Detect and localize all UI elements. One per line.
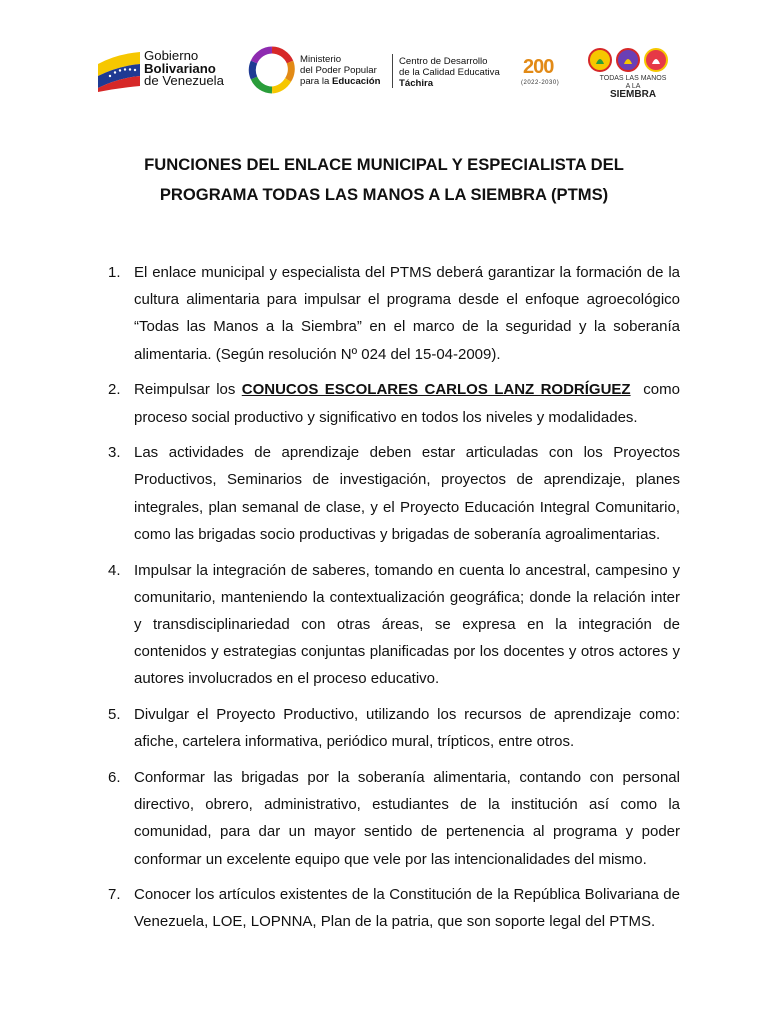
list-text-pre: Reimpulsar los xyxy=(134,381,242,399)
list-text xyxy=(134,376,685,430)
list-number: 2. xyxy=(108,381,121,399)
ministerio-ring-icon xyxy=(248,46,296,94)
centro-line2: de la Calidad Educativa xyxy=(399,67,500,78)
centro-desarrollo-logo xyxy=(399,56,500,89)
list-text: Impulsar la integración de saberes, tomando en cuenta lo ancestral, campesino y comunitario, manteniendo la contextualización geográfica; donde la relación inter y transdisciplinariedad con otras áreas, se expresa en la integración de contenidos y estrategias conjuntas planificadas por los docentes y otros actores y autores involucrados en el proceso educativo. xyxy=(134,561,680,688)
ptms-circles-icon xyxy=(584,44,674,74)
list-number: 5. xyxy=(108,706,121,724)
list-text: El enlace municipal y especialista del PTMS deberá garantizar la formación de la cultura alimentaria para impulsar el programa desde el enfoque agroecológico “Todas las Manos a la Siembra” en el marco de la seguridad y la soberanía alimentaria. (Según resolución Nº 024 del 15-04-2009). xyxy=(134,264,680,363)
list-text: Divulgar el Proyecto Productivo, utilizando los recursos de aprendizaje como: afiche, cartelera informativa, periódico mural, trípticos, entre otros. xyxy=(134,706,680,751)
gobierno-bolivariano-logo xyxy=(96,44,241,92)
list-text: Conocer los artículos existentes de la Constitución de la República Bolivariana de Venezuela, LOE, LOPNNA, Plan de la patria, que son soporte legal del PTMS. xyxy=(134,886,680,931)
list-item xyxy=(108,881,680,935)
list-text: Conformar las brigadas por la soberanía alimentaria, contando con personal directivo, obrero, administrativo, estudiantes de la institución así como la comunidad, para dar un mayor sentido de pertenencia al programa y poder conformar un excelente equipo que vele por las intencionalidades del mismo. xyxy=(134,768,680,868)
bicentenario-years: (2022-2030) xyxy=(521,80,560,86)
list-item xyxy=(108,701,680,755)
venezuela-flag-icon xyxy=(96,50,142,92)
list-item xyxy=(108,376,685,430)
list-item xyxy=(108,557,680,693)
bicentenario-number: 200 xyxy=(523,56,554,78)
ptms-logo-line2: A LA xyxy=(625,83,641,90)
list-item xyxy=(108,764,680,873)
bicentenario-logo xyxy=(521,56,573,92)
ministerio-line3-bold: Educación xyxy=(332,76,381,87)
ministerio-line1: Ministerio xyxy=(300,54,342,65)
list-item xyxy=(108,439,680,548)
ministerio-line2: del Poder Popular xyxy=(300,65,377,76)
ptms-logo-line1: TODAS LAS MANOS xyxy=(599,75,667,82)
header-divider xyxy=(392,54,393,88)
title-line2: PROGRAMA TODAS LAS MANOS A LA SIEMBRA (PTMS) xyxy=(159,185,609,204)
ptms-logo-line3: SIEMBRA xyxy=(609,89,657,100)
conucos-emphasis: CONUCOS ESCOLARES CARLOS LANZ RODRÍGUEZ xyxy=(241,381,631,399)
title-line1: FUNCIONES DEL ENLACE MUNICIPAL Y ESPECIALISTA DEL xyxy=(144,155,624,174)
ptms-logo xyxy=(584,44,674,100)
centro-line3: Táchira xyxy=(399,78,434,89)
ministerio-educacion-logo xyxy=(248,46,396,96)
list-number: 3. xyxy=(108,444,121,462)
document-header xyxy=(0,0,768,110)
list-text-post: como proceso social productivo y significativo en todos los niveles y modalidades. xyxy=(134,381,685,426)
list-item xyxy=(108,259,680,368)
gobierno-line2: Bolivariano xyxy=(144,60,216,76)
centro-line1: Centro de Desarrollo xyxy=(399,56,488,67)
list-number: 4. xyxy=(108,561,121,579)
gobierno-line1: Gobierno xyxy=(144,48,199,63)
list-number: 7. xyxy=(108,886,121,904)
functions-list xyxy=(108,259,685,944)
page-title xyxy=(100,150,668,210)
list-number: 1. xyxy=(108,264,121,281)
list-text: Las actividades de aprendizaje deben estar articuladas con los Proyectos Productivos, Seminarios de investigación, proyectos de aprendizaje, planes integrales, plan semanal de clase, y el Proyecto Educación Integral Comunitario, como las brigadas socio productivas y brigadas de soberanía agroalimentarias. xyxy=(134,444,680,543)
list-number: 6. xyxy=(108,768,121,786)
ministerio-line3-prefix: para la xyxy=(300,76,332,87)
gobierno-line3: de Venezuela xyxy=(144,73,224,89)
